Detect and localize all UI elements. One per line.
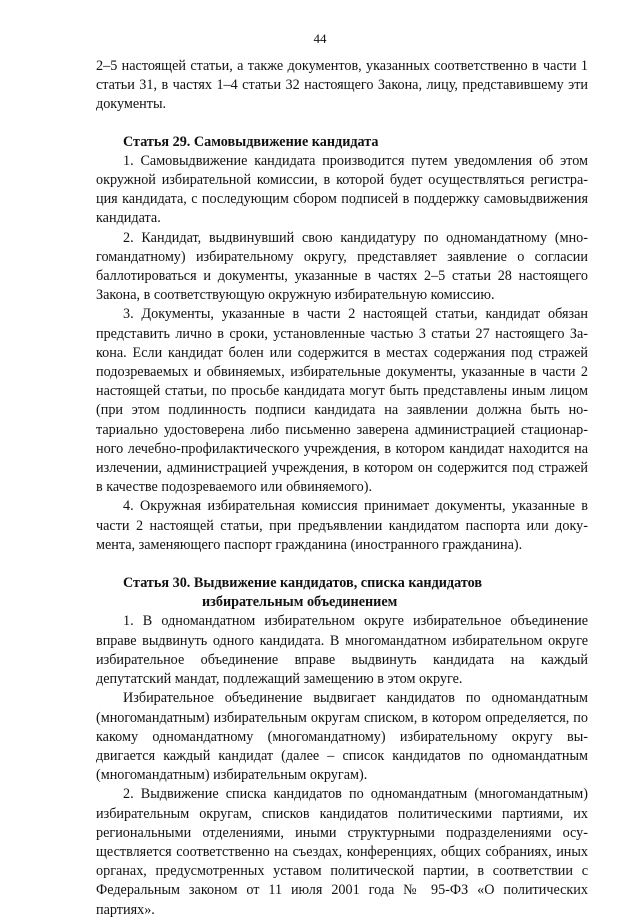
article-29-paragraph-2: 2. Кандидат, выдвинувший свою кандидатуру по одномандатному (многомандатному) избирательному округу, представляет заявление о согласии баллотироваться и документы, указанные в частях 2–5 статьи 28 настоящего Закона, в соответствующую окружную избирательную комиссию. xyxy=(96,229,588,304)
spacer xyxy=(96,115,588,133)
page-number: 44 xyxy=(313,31,327,46)
document-body xyxy=(96,57,588,920)
article-29-paragraph-4: 4. Окружная избирательная комиссия принимает документы, указанные в части 2 настоящей статьи, при предъявлении кандидатом паспорта или документа, заменяющего паспорт гражданина (иностранного гражданина). xyxy=(96,498,588,553)
article-29-heading: Статья 29. Самовыдвижение кандидата xyxy=(123,133,379,150)
article-30-heading-line-1: Статья 30. Выдвижение кандидатов, списка кандидатов xyxy=(123,575,483,592)
article-30-heading xyxy=(96,574,588,612)
article-29-paragraph-1: 1. Самовыдвижение кандидата производится путем уведомления об этом окружной избирательной комиссии, в которой будет осуществляться регистрация кандидата, с последующим сбором подписей в поддержку самовыдвижения кандидата. xyxy=(96,152,588,227)
article-29-paragraph-3: 3. Документы, указанные в части 2 настоящей статьи, кандидат обязан представить лично в сроки, установленные частью 3 статьи 27 настоящего Закона. Если кандидат болен или содержится в местах содержания под стражей подозреваемых и обвиняемых, избирательные документы, указанные в части 2 настоящей статьи, по просьбе кандидата могут быть представлены иным лицом (при этом подлинность подписи кандидата на заявлении должна быть нотариально удостоверена либо письменно заверена администрацией стационарного лечебно-профилактического учреждения, в котором кандидат находится на излечении, администрацией учреждения, в котором он содержится под стражей в качестве подозреваемого или обвиняемого). xyxy=(96,306,588,496)
spacer xyxy=(96,555,588,574)
intro-paragraph: 2–5 настоящей статьи, а также документов, указанных соответственно в части 1 статьи 31, в частях 1–4 статьи 32 настоящего Закона, лицу, представившему эти документы. xyxy=(96,58,588,113)
article-30-paragraph-1b: Избирательное объединение выдвигает кандидатов по одномандатным (многомандатным) избирательным округам списком, в котором определяется, по какому одномандатному (многомандатному) избирательному округу выдвигается каждый кандидат (далее – список кандидатов по одномандатным (многомандатным) избирательным округам). xyxy=(96,690,588,784)
article-30-paragraph-1: 1. В одномандатном избирательном округе избирательное объединение вправе выдвинуть одного кандидата. В многомандатном избирательном округе избирательное объединение вправе выдвинуть кандидата на каждый депутатский мандат, подлежащий замещению в этом округе. xyxy=(96,613,588,688)
article-30-paragraph-2: 2. Выдвижение списка кандидатов по одномандатным (многомандатным) избирательным округам, списков кандидатов политическими партиями, их региональными отделениями, иными структурными подразделениями осуществляется соответственно на съездах, конференциях, общих собраниях, иных органах, предусмотренных уставом политической партии, в соответствии с Федеральным законом от 11 июля 2001 года № 95-ФЗ «О политических партиях». xyxy=(96,786,588,918)
article-30-heading-line-2: избирательным объединением xyxy=(202,594,398,611)
